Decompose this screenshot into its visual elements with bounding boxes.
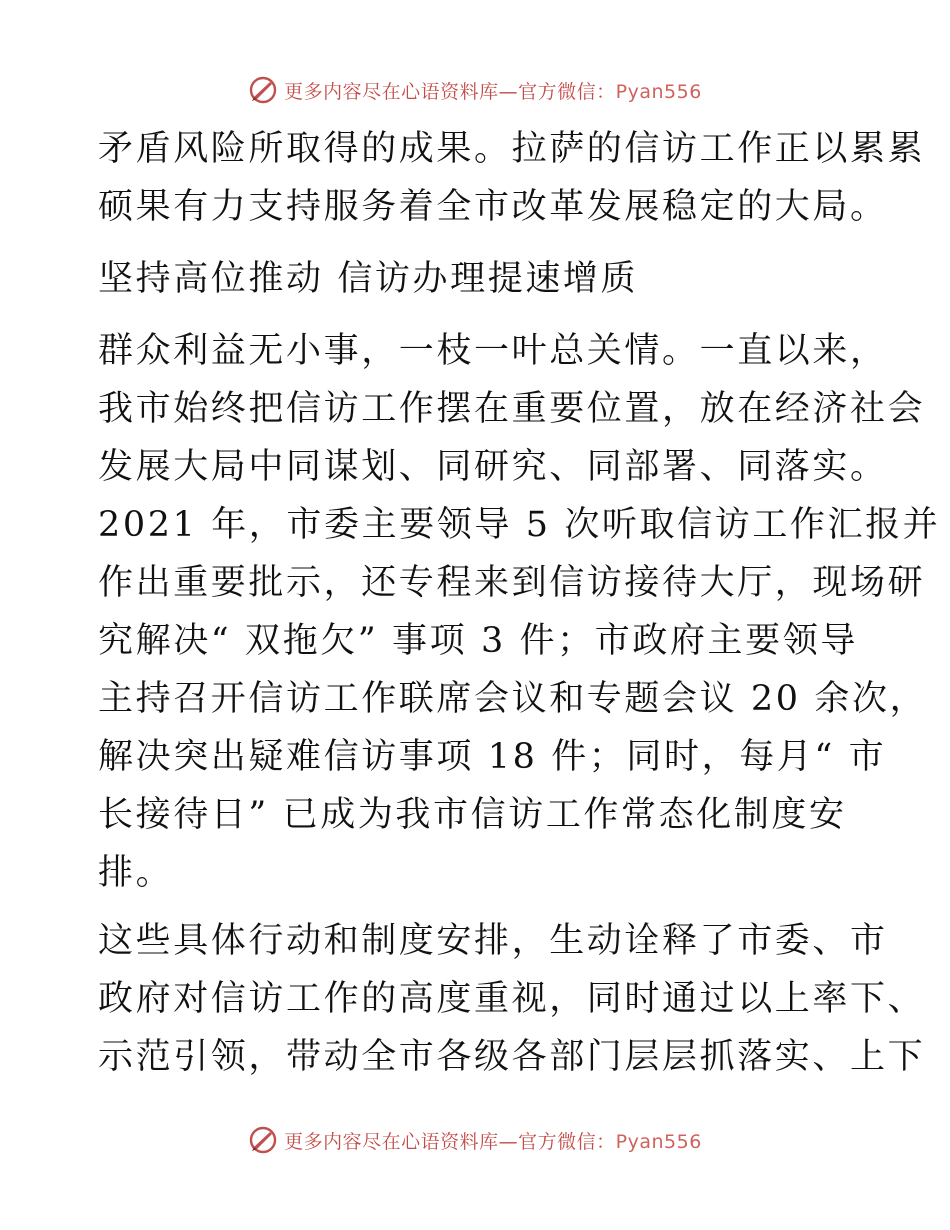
text-line: 发展大局中同谋划、同研究、同部署、同落实。 [98, 447, 888, 487]
watermark-text [284, 77, 702, 104]
watermark-text [284, 1127, 702, 1154]
watermark-wechat-id: Pyan556 [615, 80, 702, 103]
text-line: 2021 年，市委主要领导 5 次听取信访工作汇报并 [98, 505, 941, 545]
text-line: 解决突出疑难信访事项 18 件；同时，每月“ 市 [98, 737, 887, 777]
text-line: 示范引领，带动全市各级各部门层层抓落实、上下 [98, 1037, 926, 1077]
text-line: 长接待日” 已成为我市信访工作常态化制度安 [98, 795, 847, 835]
watermark-cn: 更多内容尽在心语资料库—官方微信： [284, 80, 616, 103]
text-line: 硕果有力支持服务着全市改革发展稳定的大局。 [98, 187, 888, 227]
section-heading: 坚持高位推动 信访办理提速增质 [98, 259, 639, 299]
header-watermark [0, 70, 950, 110]
document-body [98, 120, 941, 1086]
text-line: 主持召开信访工作联席会议和专题会议 20 余次， [98, 679, 928, 719]
text-line: 这些具体行动和制度安排，生动诠释了市委、市 [98, 921, 888, 961]
text-line: 作出重要批示，还专程来到信访接待大厅，现场研 [98, 563, 926, 603]
watermark-cn: 更多内容尽在心语资料库—官方微信： [284, 1130, 616, 1153]
quill-logo-icon [248, 1125, 278, 1155]
text-line: 我市始终把信访工作摆在重要位置，放在经济社会 [98, 389, 926, 429]
text-line: 究解决“ 双拖欠” 事项 3 件；市政府主要领导 [98, 621, 858, 661]
text-line: 矛盾风险所取得的成果。拉萨的信访工作正以累累 [98, 129, 926, 169]
text-line: 政府对信访工作的高度重视，同时通过以上率下、 [98, 979, 926, 1019]
watermark-wechat-id: Pyan556 [615, 1130, 702, 1153]
text-line: 排。 [98, 853, 174, 893]
text-line: 群众利益无小事，一枝一叶总关情。一直以来， [98, 331, 888, 371]
footer-watermark [0, 1120, 950, 1160]
quill-logo-icon [248, 75, 278, 105]
